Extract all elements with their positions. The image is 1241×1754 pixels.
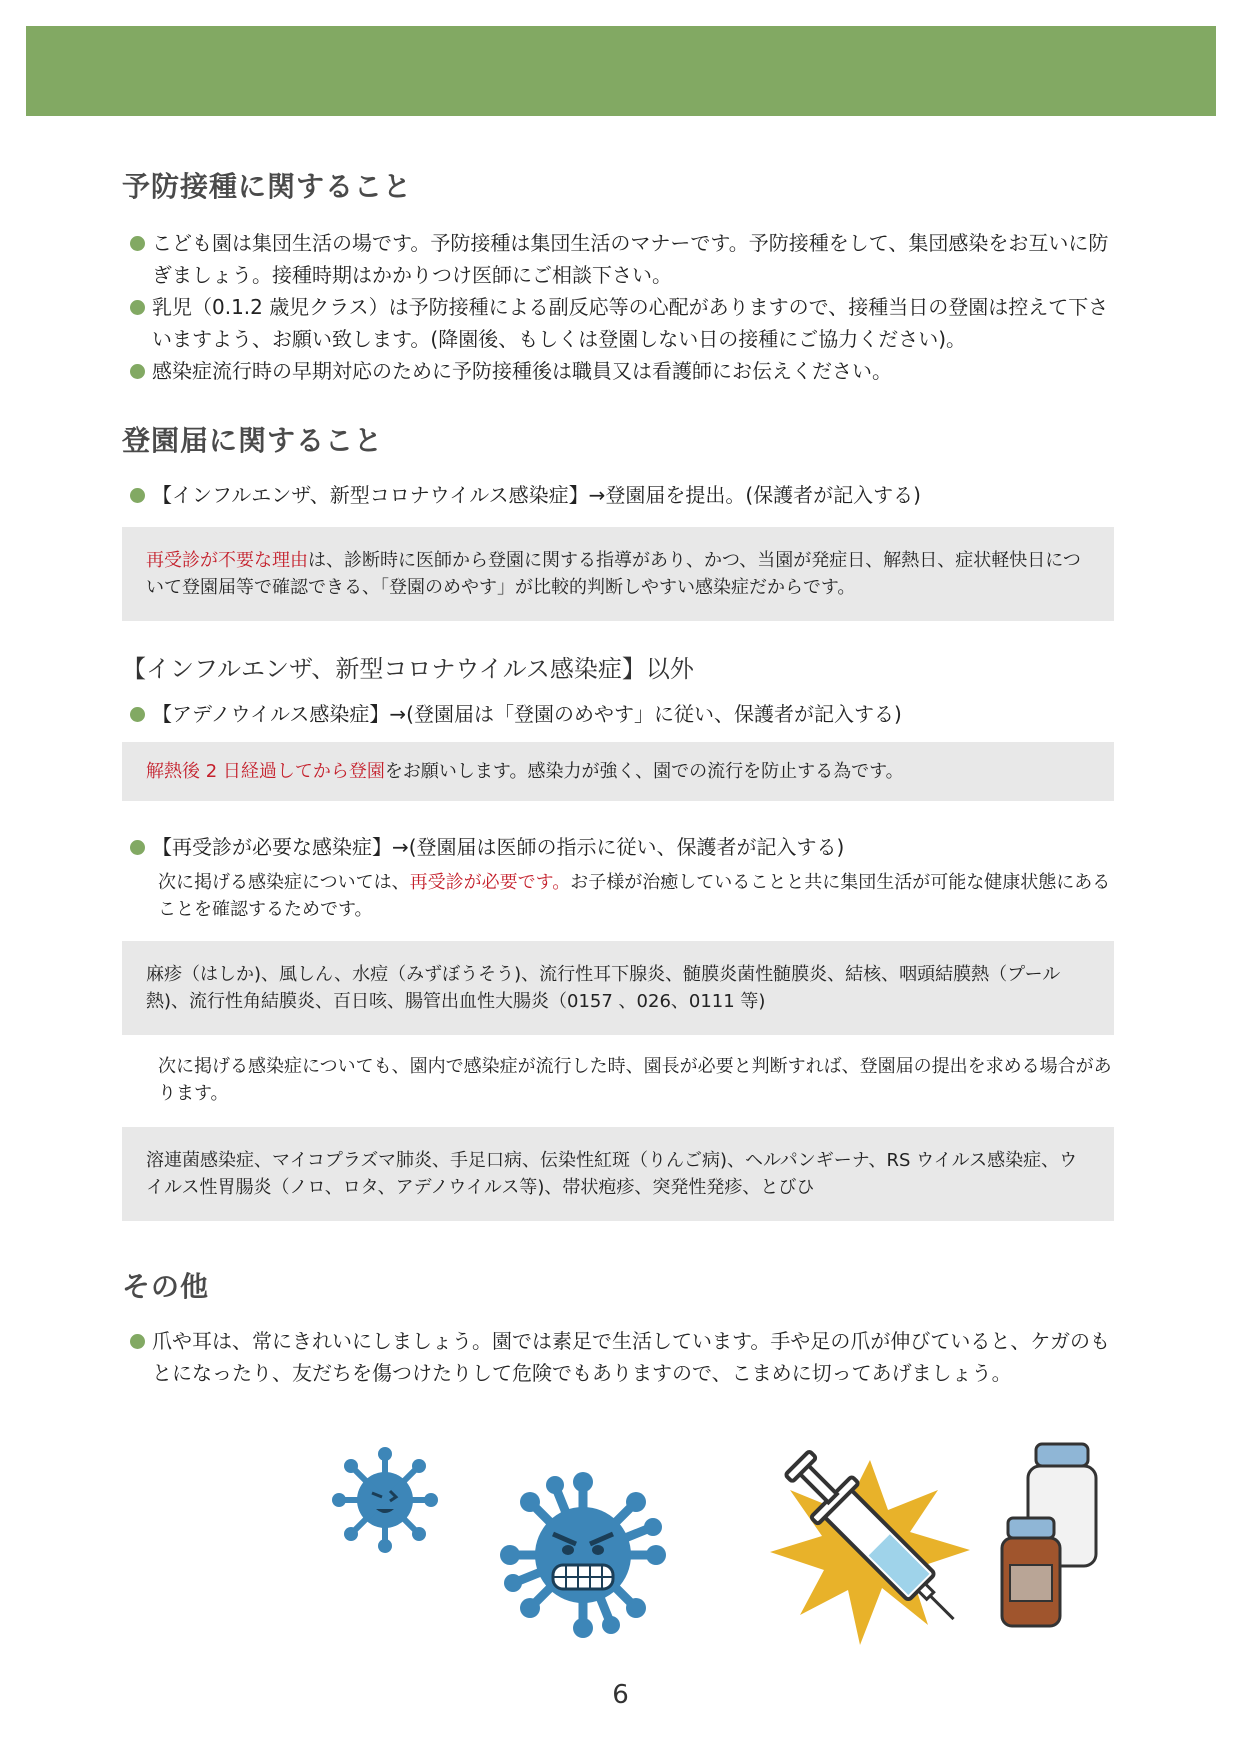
- attendance-title: 登園届に関すること: [122, 424, 384, 457]
- explanation-recheck: [122, 869, 1118, 923]
- note-box-reason: [122, 527, 1114, 621]
- note-text: をお願いします。感染力が強く、園での流行を防止する為です。: [384, 761, 904, 782]
- vaccination-title: 予防接種に関すること: [122, 170, 413, 203]
- list-item: 【インフルエンザ、新型コロナウイルス感染症】→登園届を提出。(保護者が記入する): [122, 479, 1122, 511]
- page-content: [122, 165, 1122, 1389]
- subtitle-other-diseases: 【インフルエンザ、新型コロナウイルス感染症】以外: [122, 655, 694, 683]
- list-item: 感染症流行時の早期対応のために予防接種後は職員又は看護師にお伝えください。: [122, 355, 1122, 387]
- list-item: 【アデノウイルス感染症】→(登園届は「登園のめやす」に従い、保護者が記入する): [122, 698, 1122, 730]
- medicine-bottles-icon: [998, 1440, 1108, 1630]
- disease-list-may-require: 溶連菌感染症、マイコプラズマ肺炎、手足口病、伝染性紅斑（りんご病)、ヘルパンギーナ、RS ウイルス感染症、ウイルス性胃腸炎（ノロ、ロタ、アデノウイルス等)、帯状疱疹、突発性発疹、とびひ: [122, 1127, 1114, 1221]
- list-item: こども園は集団生活の場です。予防接種は集団生活のマナーです。予防接種をして、集団感染をお互いに防ぎましょう。接種時期はかかりつけ医師にご相談下さい。: [122, 227, 1122, 291]
- other-list: [122, 1325, 1122, 1389]
- disease-list-recheck: 麻疹（はしか)、風しん、水痘（みずぼうそう)、流行性耳下腺炎、髄膜炎菌性髄膜炎、結核、咽頭結膜熱（プール熱)、流行性角結膜炎、百日咳、腸管出血性大腸炎（0157 、026、0111 等): [122, 941, 1114, 1035]
- list-item: 【再受診が必要な感染症】→(登園届は医師の指示に従い、保護者が記入する): [122, 831, 1122, 863]
- small-virus-icon: [330, 1445, 440, 1555]
- highlight-text: 再受診が不要な理由: [146, 550, 308, 571]
- attendance-list-3: [122, 831, 1122, 863]
- syringe-icon: [760, 1420, 990, 1650]
- highlight-text: 解熱後 2 日経過してから登園: [146, 761, 385, 782]
- note-box-adeno: [122, 742, 1114, 801]
- attendance-list-1: [122, 479, 1122, 511]
- highlight-text: 再受診が必要です。: [409, 872, 571, 893]
- other-title: その他: [122, 1270, 210, 1303]
- attendance-list-2: [122, 698, 1122, 730]
- list-item: 爪や耳は、常にきれいにしましょう。園では素足で生活しています。手や足の爪が伸びていると、ケガのもとになったり、友だちを傷つけたりして危険でもありますので、こまめに切ってあげましょう。: [122, 1325, 1122, 1389]
- note-text: は、診断時に医師から登園に関する指導があり、かつ、当園が発症日、解熱日、症状軽快日について登園届等で確認できる、「登園のめやす」が比較的判断しやすい感染症だからです。: [146, 550, 1081, 598]
- header-bar: [26, 26, 1216, 116]
- page-number: 6: [612, 1680, 629, 1710]
- explanation-text: 次に掲げる感染症については、: [158, 872, 410, 893]
- explanation-may-require: 次に掲げる感染症についても、園内で感染症が流行した時、園長が必要と判断すれば、登園届の提出を求める場合があります。: [158, 1056, 1112, 1104]
- explanation-text: お子様が治癒していることと共に集団生活が可能な健康状態にあることを確認するためです。: [158, 872, 1111, 920]
- angry-virus-icon: [498, 1470, 668, 1640]
- vaccination-list: [122, 227, 1122, 387]
- list-item: 乳児（0.1.2 歳児クラス）は予防接種による副反応等の心配がありますので、接種当日の登園は控えて下さいますよう、お願い致します。(降園後、もしくは登園しない日の接種にご協力ください)。: [122, 291, 1122, 355]
